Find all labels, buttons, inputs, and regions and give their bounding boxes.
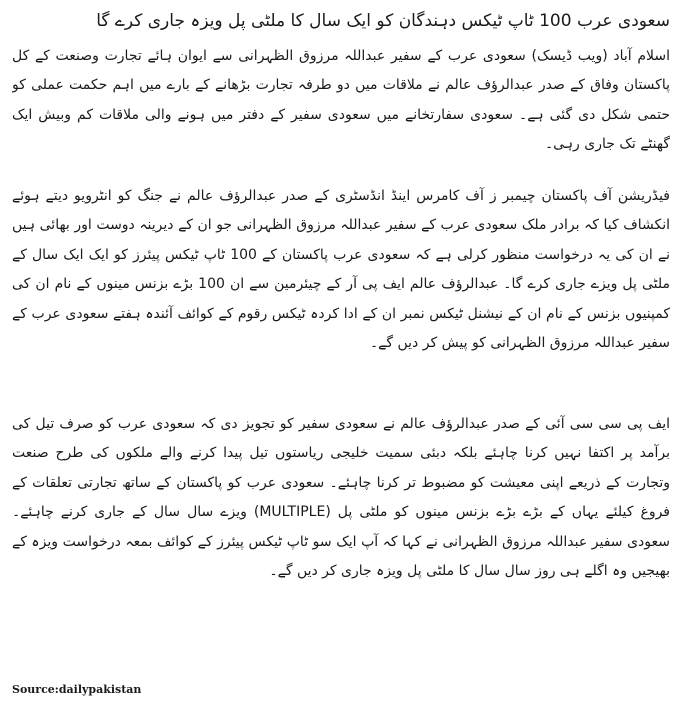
article-paragraph-2: فیڈریشن آف پاکستان چیمبر ز آف کامرس اینڈ انڈسٹری کے صدر عبدالرؤف عالم نے جنگ کو انٹرویو دیتے ہوئے انکشاف کیا کہ برادر ملک سعودی عرب کے سفیر عبداللہ مرزوق الظہرانی جو ان کے دیرینہ دوست اور بھائی ہیں نے ان کی یہ درخواست منظور کرلی ہے کہ سعودی عرب پاکستان کے 100 ٹاپ ٹیکس پیئرز کو ایک ایک سال کے ملٹی پل ویزے جاری کرے گا۔ عبدالرؤف عالم ایف پی آر کے چیئرمین سے ان 100 بڑے بزنس مینوں کے نام ان کی کمپنیوں بزنس کے نام ان کے نیشنل ٹیکس نمبر ان کے ادا کردہ ٹیکس رقوم کے کوائف آئندہ ہفتے سعودی عرب کے سفیر عبداللہ مرزوق الظہرانی کو پیش کر دیں گے۔	[12, 188, 670, 352]
news-article	[12, 6, 670, 700]
source-credit: Source:dailypakistan	[12, 683, 142, 696]
article-paragraph-3: ایف پی سی سی آئی کے صدر عبدالرؤف عالم نے سعودی سفیر کو تجویز دی کہ سعودی عرب کو صرف تیل کی برآمد پر اکتفا نہیں کرنا چاہئے بلکہ دبئی سمیت خلیجی ریاستوں تیل پیدا کرنے والے ملکوں کی طرح صنعت وتجارت کے ذریعے اپنی معیشت کو مضبوط تر کرنا چاہئے۔ سعودی عرب کو پاکستان کے ساتھ تجارتی تعلقات کے فروغ کیلئے یہاں کے بڑے بڑے بزنس مینوں کو ملٹی پل (MULTIPLE) ویزے سال سال کے جاری کرنے چاہئے۔ سعودی سفیر عبداللہ مرزوق الظہرانی نے کہا کہ آپ ایک سو ٹاپ ٹیکس پیئرز کے کوائف بمعہ درخواست ویزہ کے بھیجیں وہ اگلے ہی روز سال سال کا ملٹی پل ویزہ جاری کر دیں گے۔	[12, 416, 670, 580]
article-paragraph-1: اسلام آباد (ویب ڈیسک) سعودی عرب کے سفیر عبداللہ مرزوق الظہرانی سے ایوان ہائے تجارت وصنعت کے کل پاکستان وفاق کے صدر عبدالرؤف عالم نے ملاقات میں دو طرفہ تجارت بڑھانے کے بارے میں اہم حکمت عملی کو حتمی شکل دی گئی ہے۔ سعودی سفارتخانے میں سعودی سفیر کے دفتر میں ہونے والی ملاقات کم وبیش ایک گھنٹے تک جاری رہی۔	[12, 48, 670, 153]
article-headline: سعودی عرب 100 ٹاپ ٹیکس دہندگان کو ایک سال کا ملٹی پل ویزہ جاری کرے گا	[96, 11, 670, 31]
